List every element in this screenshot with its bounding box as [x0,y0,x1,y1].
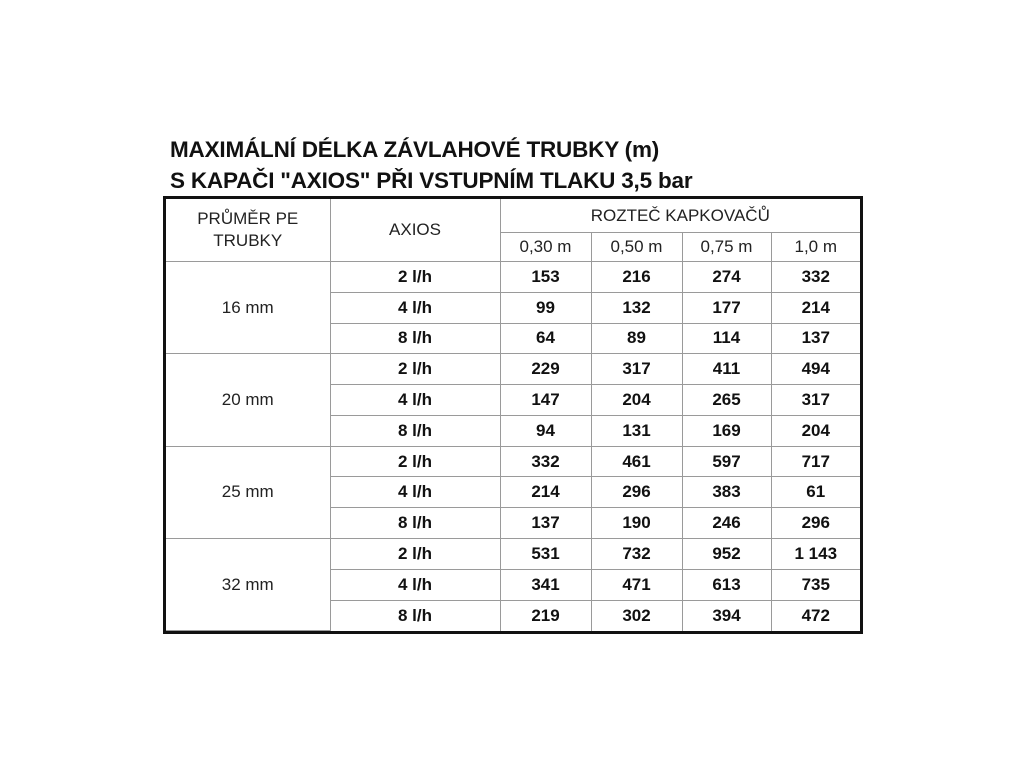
max-length-cell: 383 [682,477,771,508]
max-length-cell: 204 [591,385,682,416]
header-spacing: ROZTEČ KAPKOVAČŮ [500,199,860,233]
flow-rate-cell: 8 l/h [330,415,500,446]
max-length-cell: 147 [500,385,591,416]
max-length-cell: 302 [591,600,682,630]
max-length-cell: 89 [591,323,682,354]
pipe-diameter-cell: 20 mm [166,354,330,446]
flow-rate-cell: 8 l/h [330,600,500,630]
flow-rate-cell: 4 l/h [330,477,500,508]
max-length-cell: 317 [771,385,860,416]
max-length-cell: 216 [591,262,682,293]
max-length-cell: 317 [591,354,682,385]
table-row [166,539,860,570]
max-length-cell: 214 [771,292,860,323]
table-row [166,262,860,293]
header-spacing-value: 0,75 m [682,233,771,262]
max-length-cell: 169 [682,415,771,446]
table-row [166,446,860,477]
header-spacing-value: 0,50 m [591,233,682,262]
max-length-cell: 204 [771,415,860,446]
table-body [166,262,860,631]
max-length-cell: 214 [500,477,591,508]
flow-rate-cell: 2 l/h [330,354,500,385]
max-length-cell: 131 [591,415,682,446]
max-length-cell: 471 [591,569,682,600]
flow-rate-cell: 2 l/h [330,262,500,293]
flow-rate-cell: 4 l/h [330,385,500,416]
flow-rate-cell: 8 l/h [330,323,500,354]
document-title [170,134,870,196]
max-length-cell: 952 [682,539,771,570]
max-length-cell: 732 [591,539,682,570]
max-length-cell: 61 [771,477,860,508]
max-length-cell: 597 [682,446,771,477]
pipe-diameter-cell: 16 mm [166,262,330,354]
max-length-cell: 114 [682,323,771,354]
header-diameter: PRŮMĚR PE TRUBKY [166,199,330,262]
header-spacing-value: 0,30 m [500,233,591,262]
flow-rate-cell: 4 l/h [330,292,500,323]
flow-rate-cell: 8 l/h [330,508,500,539]
max-length-cell: 472 [771,600,860,630]
max-length-cell: 137 [500,508,591,539]
title-line-1: MAXIMÁLNÍ DÉLKA ZÁVLAHOVÉ TRUBKY (m) [170,137,660,162]
pipe-diameter-cell: 25 mm [166,446,330,538]
drip-pipe-length-table [163,196,863,634]
max-length-cell: 296 [771,508,860,539]
max-length-cell: 246 [682,508,771,539]
max-length-cell: 717 [771,446,860,477]
header-spacing-value: 1,0 m [771,233,860,262]
max-length-cell: 341 [500,569,591,600]
max-length-cell: 411 [682,354,771,385]
max-length-cell: 394 [682,600,771,630]
max-length-cell: 132 [591,292,682,323]
max-length-cell: 1 143 [771,539,860,570]
max-length-cell: 332 [500,446,591,477]
max-length-cell: 64 [500,323,591,354]
max-length-cell: 735 [771,569,860,600]
title-line-2: S KAPAČI "AXIOS" PŘI VSTUPNÍM TLAKU 3,5 bar [170,168,693,193]
flow-rate-cell: 4 l/h [330,569,500,600]
max-length-cell: 296 [591,477,682,508]
pipe-diameter-cell: 32 mm [166,539,330,631]
max-length-cell: 531 [500,539,591,570]
max-length-cell: 99 [500,292,591,323]
header-axios: AXIOS [330,199,500,262]
max-length-cell: 153 [500,262,591,293]
data-table [166,199,860,631]
flow-rate-cell: 2 l/h [330,539,500,570]
max-length-cell: 494 [771,354,860,385]
flow-rate-cell: 2 l/h [330,446,500,477]
max-length-cell: 94 [500,415,591,446]
max-length-cell: 190 [591,508,682,539]
max-length-cell: 229 [500,354,591,385]
max-length-cell: 613 [682,569,771,600]
max-length-cell: 274 [682,262,771,293]
max-length-cell: 219 [500,600,591,630]
table-row [166,354,860,385]
max-length-cell: 137 [771,323,860,354]
max-length-cell: 461 [591,446,682,477]
max-length-cell: 332 [771,262,860,293]
max-length-cell: 265 [682,385,771,416]
max-length-cell: 177 [682,292,771,323]
